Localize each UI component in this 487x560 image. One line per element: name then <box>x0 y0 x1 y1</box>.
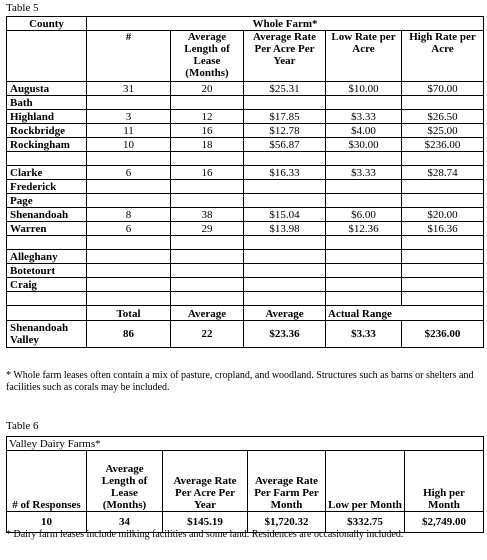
county-value-cell <box>87 236 171 250</box>
county-value-cell: $4.00 <box>326 124 402 138</box>
table6-header-rate-farm: Average Rate Per Farm Per Month <box>248 451 326 512</box>
county-name-cell: Frederick <box>7 180 87 194</box>
county-value-cell <box>244 250 326 264</box>
table5-summary-label: Shenandoah Valley <box>7 321 87 348</box>
county-name-cell: Botetourt <box>7 264 87 278</box>
table6-rate-acre-value: $145.19 <box>163 512 248 533</box>
table5-summary-average-length: Average <box>171 306 244 321</box>
county-value-cell <box>402 236 484 250</box>
county-name-cell: Clarke <box>7 166 87 180</box>
table5-body <box>7 82 484 306</box>
county-value-cell <box>402 292 484 306</box>
county-name-cell: Page <box>7 194 87 208</box>
table5-summary-total: Total <box>87 306 171 321</box>
table6-title-row <box>7 437 484 451</box>
county-value-cell: 31 <box>87 82 171 96</box>
table5-footnote: * Whole farm leases often contain a mix of pasture, cropland, and woodland. Structures such as barns or shelters and facilities such as corals may be included. <box>6 370 474 393</box>
county-value-cell: $20.00 <box>402 208 484 222</box>
county-value-cell <box>244 152 326 166</box>
county-value-cell <box>171 264 244 278</box>
county-value-cell <box>402 194 484 208</box>
table6-title: Valley Dairy Farms* <box>7 437 484 451</box>
county-value-cell <box>244 236 326 250</box>
county-value-cell <box>171 194 244 208</box>
table6-header-length: Average Length of Lease (Months) <box>87 451 163 512</box>
county-value-cell <box>87 278 171 292</box>
table5-summary-high-value: $236.00 <box>402 321 484 348</box>
table6-header-high: High per Month <box>405 451 484 512</box>
table5-header-avg-rate: Average Rate Per Acre Per Year <box>244 31 326 82</box>
table5-summary-range: Actual Range <box>326 306 484 321</box>
county-name-cell: Warren <box>7 222 87 236</box>
county-row <box>7 264 484 278</box>
county-value-cell <box>326 250 402 264</box>
county-value-cell: $25.00 <box>402 124 484 138</box>
table6-header-rate-acre: Average Rate Per Acre Per Year <box>163 451 248 512</box>
county-value-cell: 10 <box>87 138 171 152</box>
county-value-cell: $3.33 <box>326 166 402 180</box>
county-name-cell: Augusta <box>7 82 87 96</box>
county-row <box>7 138 484 152</box>
table5-summary-blank <box>7 306 87 321</box>
table5-header-count: # <box>87 31 171 82</box>
county-value-cell: $16.33 <box>244 166 326 180</box>
county-value-cell <box>326 96 402 110</box>
county-row <box>7 96 484 110</box>
county-value-cell <box>402 250 484 264</box>
county-value-cell <box>171 96 244 110</box>
table6-caption: Table 6 <box>6 420 39 432</box>
county-value-cell: $70.00 <box>402 82 484 96</box>
table5 <box>6 16 484 348</box>
county-value-cell: $236.00 <box>402 138 484 152</box>
table5-header-low-rate: Low Rate per Acre <box>326 31 402 82</box>
county-value-cell <box>326 152 402 166</box>
county-value-cell <box>326 236 402 250</box>
county-value-cell <box>326 194 402 208</box>
county-value-cell: $3.33 <box>326 110 402 124</box>
county-row <box>7 222 484 236</box>
county-row <box>7 180 484 194</box>
county-value-cell: 29 <box>171 222 244 236</box>
county-name-cell: Shenandoah <box>7 208 87 222</box>
county-value-cell: $12.78 <box>244 124 326 138</box>
county-row <box>7 82 484 96</box>
county-value-cell <box>87 96 171 110</box>
county-value-cell <box>87 264 171 278</box>
county-value-cell: $25.31 <box>244 82 326 96</box>
county-value-cell: 12 <box>171 110 244 124</box>
county-name-cell: Alleghany <box>7 250 87 264</box>
county-value-cell <box>87 292 171 306</box>
table6-low-value: $332.75 <box>326 512 405 533</box>
county-value-cell <box>171 236 244 250</box>
county-name-cell: Bath <box>7 96 87 110</box>
county-value-cell <box>244 96 326 110</box>
table5-summary-row <box>7 321 484 348</box>
table5-column-header-row <box>7 31 484 82</box>
table6-high-value: $2,749.00 <box>405 512 484 533</box>
county-value-cell: $17.85 <box>244 110 326 124</box>
table6-header-row <box>7 451 484 512</box>
county-value-cell <box>326 292 402 306</box>
county-row <box>7 278 484 292</box>
county-value-cell <box>402 152 484 166</box>
county-name-cell: Rockbridge <box>7 124 87 138</box>
county-value-cell <box>87 250 171 264</box>
table6-footnote: * Dairy farm leases include milking facilities and some land. Residences are occasionally included. <box>6 529 404 540</box>
county-value-cell <box>402 96 484 110</box>
county-value-cell: 38 <box>171 208 244 222</box>
county-name-cell <box>7 292 87 306</box>
county-name-cell <box>7 152 87 166</box>
table6 <box>6 436 484 533</box>
county-name-cell: Craig <box>7 278 87 292</box>
county-value-cell: $26.50 <box>402 110 484 124</box>
county-value-cell <box>402 180 484 194</box>
county-value-cell <box>244 292 326 306</box>
table5-summary-rate-value: $23.36 <box>244 321 326 348</box>
county-value-cell <box>171 250 244 264</box>
table6-rate-farm-value: $1,720.32 <box>248 512 326 533</box>
county-value-cell <box>87 180 171 194</box>
county-value-cell: 3 <box>87 110 171 124</box>
county-value-cell: $16.36 <box>402 222 484 236</box>
county-value-cell: $30.00 <box>326 138 402 152</box>
county-name-cell: Highland <box>7 110 87 124</box>
table5-header-blank <box>7 31 87 82</box>
county-value-cell <box>244 194 326 208</box>
county-value-cell <box>171 152 244 166</box>
county-value-cell <box>244 264 326 278</box>
county-value-cell: 18 <box>171 138 244 152</box>
county-value-cell: $56.87 <box>244 138 326 152</box>
table5-header-length: Average Length of Lease (Months) <box>171 31 244 82</box>
table6-header-low: Low per Month <box>326 451 405 512</box>
county-value-cell: 6 <box>87 222 171 236</box>
county-value-cell <box>87 152 171 166</box>
county-value-cell: $28.74 <box>402 166 484 180</box>
table5-summary-low-value: $3.33 <box>326 321 402 348</box>
table5-group-header-row <box>7 17 484 31</box>
county-value-cell <box>87 194 171 208</box>
county-value-cell: 8 <box>87 208 171 222</box>
spacer-row <box>7 152 484 166</box>
table6-length-value: 34 <box>87 512 163 533</box>
county-row <box>7 194 484 208</box>
county-value-cell <box>244 180 326 194</box>
county-value-cell: $6.00 <box>326 208 402 222</box>
county-value-cell: $15.04 <box>244 208 326 222</box>
county-row <box>7 110 484 124</box>
county-value-cell <box>326 180 402 194</box>
table5-summary-header-row <box>7 306 484 321</box>
county-value-cell: 16 <box>171 166 244 180</box>
county-value-cell <box>244 278 326 292</box>
county-row <box>7 166 484 180</box>
table6-responses-value: 10 <box>7 512 87 533</box>
county-name-cell: Rockingham <box>7 138 87 152</box>
county-name-cell <box>7 236 87 250</box>
county-value-cell: $10.00 <box>326 82 402 96</box>
county-value-cell <box>171 292 244 306</box>
county-value-cell: 6 <box>87 166 171 180</box>
county-value-cell <box>326 264 402 278</box>
county-value-cell <box>402 278 484 292</box>
table5-summary-total-value: 86 <box>87 321 171 348</box>
county-row <box>7 250 484 264</box>
county-value-cell: 20 <box>171 82 244 96</box>
county-value-cell: $13.98 <box>244 222 326 236</box>
spacer-row <box>7 292 484 306</box>
spacer-row <box>7 236 484 250</box>
county-value-cell <box>171 278 244 292</box>
table6-header-responses: # of Responses <box>7 451 87 512</box>
table5-summary-average-rate: Average <box>244 306 326 321</box>
county-row <box>7 124 484 138</box>
table5-caption: Table 5 <box>6 2 39 14</box>
table5-corner: County <box>7 17 87 31</box>
county-value-cell: $12.36 <box>326 222 402 236</box>
county-value-cell: 11 <box>87 124 171 138</box>
county-value-cell: 16 <box>171 124 244 138</box>
table5-header-high-rate: High Rate per Acre <box>402 31 484 82</box>
table5-group-header: Whole Farm* <box>87 17 484 31</box>
county-value-cell <box>402 264 484 278</box>
table5-summary-length-value: 22 <box>171 321 244 348</box>
county-row <box>7 208 484 222</box>
county-value-cell <box>326 278 402 292</box>
county-value-cell <box>171 180 244 194</box>
